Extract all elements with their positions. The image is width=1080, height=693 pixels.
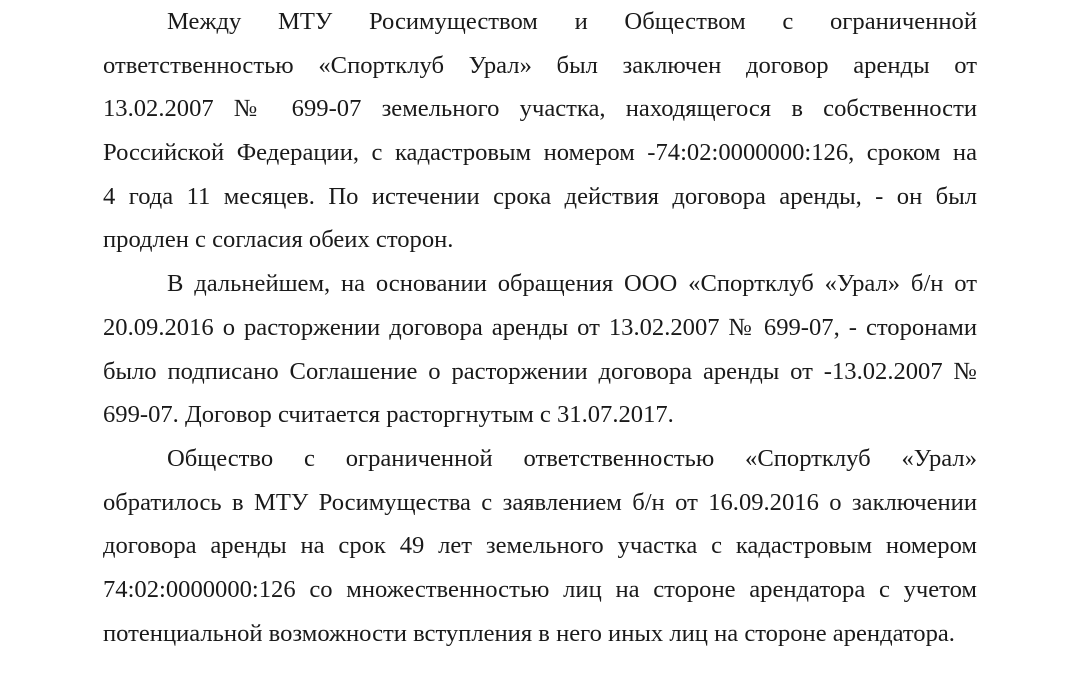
paragraph-line: Общество с ограниченной ответственностью «Спортклуб «Урал» [167, 444, 977, 472]
document-body [103, 0, 977, 655]
paragraph-line: Между МТУ Росимуществом и Обществом с ограниченной [167, 8, 977, 35]
paragraph-line: обратилось в МТУ Росимущества с заявлением б/н от 16.09.2016 о заключении [103, 488, 977, 516]
paragraph-line: 4 года 11 месяцев. По истечении срока действия договора аренды, - он был [103, 182, 977, 210]
paragraph-2 [103, 262, 977, 437]
paragraph-line: Российской Федерации, с кадастровым номером -74:02:0000000:126, сроком на [103, 139, 977, 167]
paragraph-line: продлен с согласия обеих сторон. [103, 226, 454, 254]
paragraph-line: 74:02:0000000:126 со множественностью лиц на стороне арендатора с учетом [103, 575, 977, 603]
paragraph-line: 20.09.2016 о расторжении договора аренды от 13.02.2007 № 699-07, - сторонами [103, 313, 977, 341]
paragraph-3 [103, 437, 977, 655]
paragraph-1 [103, 0, 977, 262]
paragraph-line: ответственностью «Спортклуб Урал» был заключен договор аренды от [103, 51, 977, 79]
paragraph-line: потенциальной возможности вступления в него иных лиц на стороне арендатора. [103, 619, 955, 647]
paragraph-line: было подписано Соглашение о расторжении договора аренды от -13.02.2007 № [103, 357, 977, 385]
paragraph-line: В дальнейшем, на основании обращения ООО «Спортклуб «Урал» б/н от [167, 270, 977, 298]
paragraph-line: 699-07. Договор считается расторгнутым с 31.07.2017. [103, 401, 674, 429]
paragraph-line: договора аренды на срок 49 лет земельного участка с кадастровым номером [103, 532, 977, 560]
paragraph-line: 13.02.2007 № 699-07 земельного участка, находящегося в собственности [103, 95, 977, 123]
